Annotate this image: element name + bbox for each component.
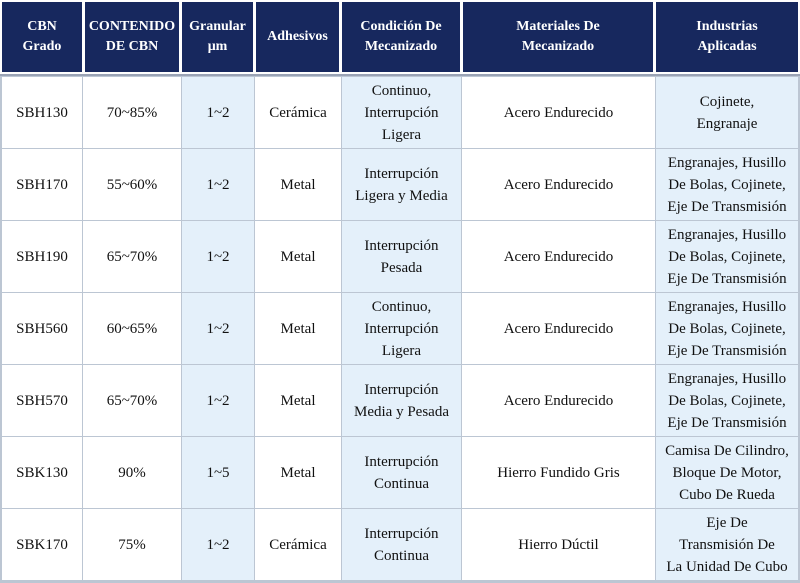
cell-cbn-content: 60~65%: [83, 293, 181, 364]
cell-workpiece-material: Hierro Dúctil: [462, 509, 655, 580]
cell-applied-industries: Engranajes, Husillo De Bolas, Cojinete, Eje De Transmisión: [656, 293, 798, 364]
cell-grain-size: 1~2: [182, 149, 254, 220]
table-row: [0, 149, 800, 220]
cell-grade: SBH560: [2, 293, 82, 364]
table-row: [0, 437, 800, 508]
cell-grade: SBH170: [2, 149, 82, 220]
cell-workpiece-material: Acero Endurecido: [462, 149, 655, 220]
cell-cbn-content: 70~85%: [83, 77, 181, 148]
table-row: [0, 77, 800, 148]
cell-grain-size: 1~2: [182, 365, 254, 436]
cell-grade: SBK170: [2, 509, 82, 580]
cell-grade: SBH130: [2, 77, 82, 148]
cell-grade: SBH190: [2, 221, 82, 292]
cell-grade: SBH570: [2, 365, 82, 436]
cell-binder: Metal: [255, 221, 341, 292]
cell-machining-condition: Interrupción Pesada: [342, 221, 461, 292]
cell-binder: Metal: [255, 365, 341, 436]
cell-applied-industries: Camisa De Cilindro, Bloque De Motor, Cubo De Rueda: [656, 437, 798, 508]
cell-binder: Metal: [255, 437, 341, 508]
cell-grain-size: 1~2: [182, 293, 254, 364]
cell-grade: SBK130: [2, 437, 82, 508]
cell-applied-industries: Cojinete, Engranaje: [656, 77, 798, 148]
cell-workpiece-material: Hierro Fundido Gris: [462, 437, 655, 508]
cell-applied-industries: Engranajes, Husillo De Bolas, Cojinete, Eje De Transmisión: [656, 365, 798, 436]
cell-cbn-content: 65~70%: [83, 365, 181, 436]
cell-machining-condition: Interrupción Media y Pesada: [342, 365, 461, 436]
grades-table: [0, 76, 800, 583]
cell-cbn-content: 55~60%: [83, 149, 181, 220]
cell-machining-condition: Interrupción Continua: [342, 437, 461, 508]
cell-machining-condition: Interrupción Continua: [342, 509, 461, 580]
header-machining-condition: Condición De Mecanizado: [342, 2, 460, 72]
cell-cbn-content: 65~70%: [83, 221, 181, 292]
cell-applied-industries: Engranajes, Husillo De Bolas, Cojinete, Eje De Transmisión: [656, 221, 798, 292]
cell-binder: Metal: [255, 149, 341, 220]
cell-cbn-content: 90%: [83, 437, 181, 508]
cell-grain-size: 1~2: [182, 509, 254, 580]
table-header: [0, 0, 800, 74]
cell-applied-industries: Eje De Transmisión De La Unidad De Cubo: [656, 509, 798, 580]
cell-workpiece-material: Acero Endurecido: [462, 77, 655, 148]
cell-machining-condition: Interrupción Ligera y Media: [342, 149, 461, 220]
cell-workpiece-material: Acero Endurecido: [462, 293, 655, 364]
cell-binder: Cerámica: [255, 509, 341, 580]
cell-cbn-content: 75%: [83, 509, 181, 580]
header-binder: Adhesivos: [256, 2, 339, 72]
header-workpiece-material: Materiales De Mecanizado: [463, 2, 653, 72]
table-row: [0, 509, 800, 580]
cell-applied-industries: Engranajes, Husillo De Bolas, Cojinete, Eje De Transmisión: [656, 149, 798, 220]
cell-workpiece-material: Acero Endurecido: [462, 365, 655, 436]
table-row: [0, 221, 800, 292]
cell-grain-size: 1~2: [182, 221, 254, 292]
cell-machining-condition: Continuo, Interrupción Ligera: [342, 293, 461, 364]
cell-grain-size: 1~5: [182, 437, 254, 508]
table-row: [0, 365, 800, 436]
header-applied-industries: Industrias Aplicadas: [656, 2, 798, 72]
header-cbn-grade: CBN Grado: [2, 2, 82, 72]
cell-binder: Metal: [255, 293, 341, 364]
table-row: [0, 293, 800, 364]
header-cbn-content: CONTENIDO DE CBN: [85, 2, 179, 72]
cell-workpiece-material: Acero Endurecido: [462, 221, 655, 292]
header-grain-size: Granular μm: [182, 2, 253, 72]
cell-binder: Cerámica: [255, 77, 341, 148]
cell-grain-size: 1~2: [182, 77, 254, 148]
cell-machining-condition: Continuo, Interrupción Ligera: [342, 77, 461, 148]
